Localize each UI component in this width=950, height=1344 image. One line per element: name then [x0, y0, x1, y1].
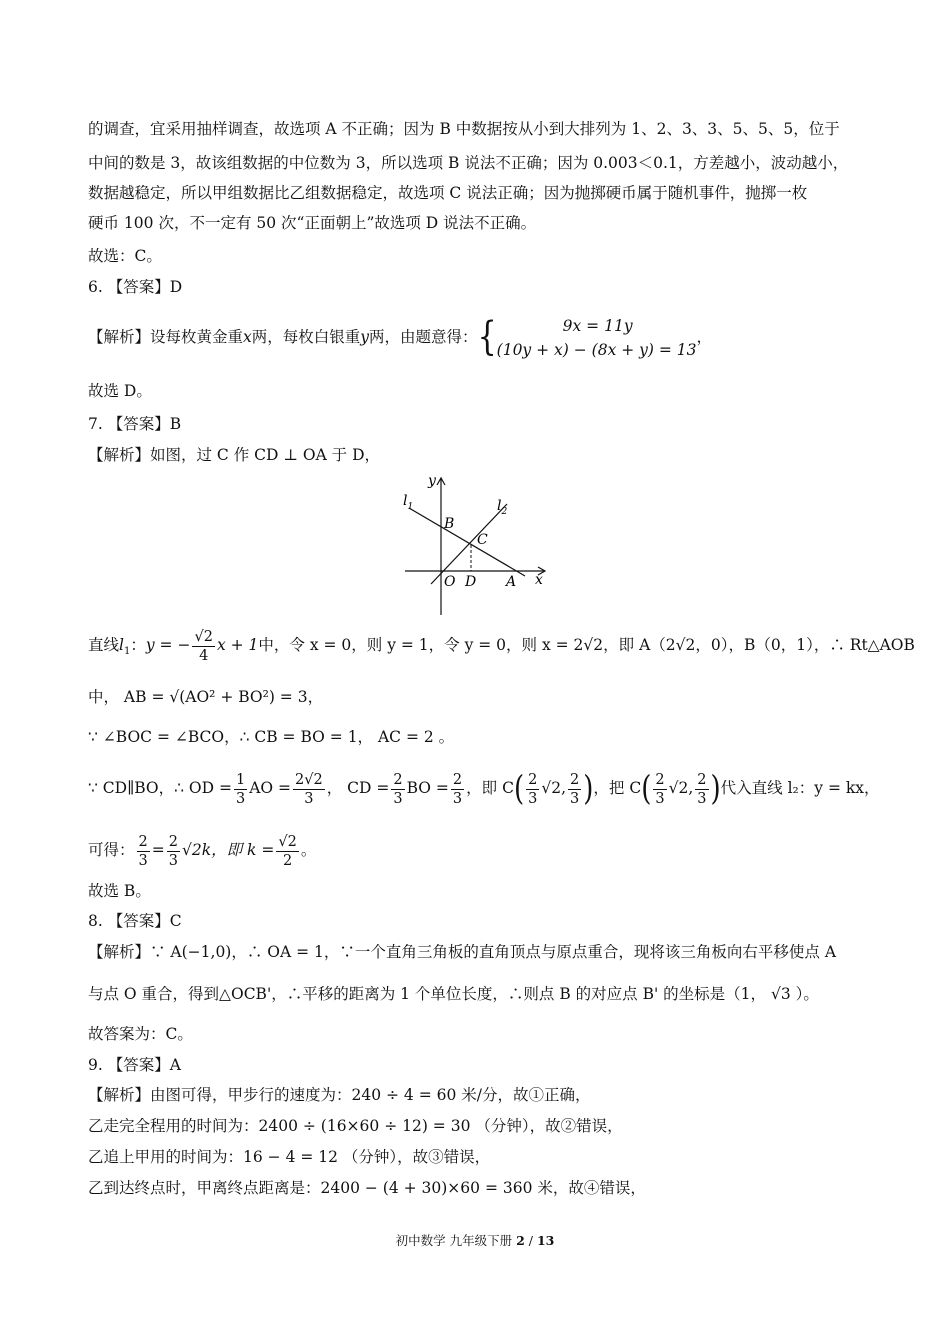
q7-r1-eq-right: x + 1: [216, 636, 259, 654]
q7-r4-frac-3: [391, 771, 404, 808]
q5-line-2: 中间的数是 3，故该组数据的中位数为 3，所以选项 B 说法不正确；因为 0.003＜0.1，方差越小，波动越小，: [88, 154, 849, 172]
q7-r4-frac-7: [653, 771, 666, 808]
q7-r4-f2d: 3: [304, 790, 314, 807]
q6-system-brace: {: [477, 314, 497, 361]
q5-line-1: 的调查，宜采用抽样调查，故选项 A 不正确；因为 B 中数据按从小到大排列为 1、2、3、3、5、5、5，位于: [88, 120, 840, 138]
label-l2: $l_2$: [497, 498, 508, 517]
q7-r5-f2n: 2: [168, 833, 178, 850]
label-b: B: [444, 516, 455, 532]
q7-r4-f: √2,: [541, 779, 567, 797]
q6-analysis-prefix: 【解析】设每枚黄金重: [88, 328, 244, 346]
q7-figure: [395, 470, 555, 620]
q7-r4-f2n: 2√2: [295, 771, 323, 788]
line-l1: [409, 508, 525, 576]
q6-equation-2: (10y + x) − (8x + y) = 13: [496, 341, 697, 359]
q6-equation-system: [497, 314, 697, 362]
q7-r5-f3d: 2: [282, 852, 293, 869]
label-x: x: [535, 572, 543, 588]
footer-separator: /: [524, 1233, 537, 1248]
q7-analysis: 【解析】如图，过 C 作 CD ⊥ OA 于 D，: [88, 446, 381, 464]
q7-r4-f4n: 2: [452, 771, 463, 788]
q6-var-y: y: [360, 328, 370, 346]
q7-r4-e: ，即 C: [466, 779, 514, 797]
q7-r5-c: √2k，即 k =: [181, 841, 275, 859]
q7-r4-frac-5: [526, 771, 539, 808]
q7-r4-c: ， CD =: [326, 779, 390, 797]
q7-r5-f3n: √2: [278, 833, 297, 850]
q7-r4-f1d: 3: [235, 790, 246, 807]
q7-r1-eq-left: y = −: [145, 636, 191, 654]
label-o: O: [444, 574, 456, 590]
q7-r5-f2d: 3: [168, 852, 178, 869]
q7-r4-f4d: 3: [452, 790, 463, 807]
q7-r4-g: ，把 C: [593, 779, 642, 797]
label-y: y: [428, 473, 436, 489]
q7-r5-f1n: 2: [138, 833, 148, 850]
q7-r4-f7d: 3: [655, 790, 665, 807]
label-a: A: [506, 574, 517, 590]
q8-line-2: 与点 O 重合，得到△OCB'，∴平移的距离为 1 个单位长度，∴则点 B 的对应点 B' 的坐标是（1， √3 ）。: [88, 985, 819, 1003]
q7-r1-a: 直线: [88, 636, 120, 654]
q7-r4-f3n: 2: [393, 771, 403, 788]
q7-r4-frac-6: [568, 771, 581, 808]
q7-r4-f7n: 2: [655, 771, 665, 788]
q5-line-4: 硬币 100 次，不一定有 50 次“正面朝上”故选项 D 说法不正确。: [88, 214, 537, 232]
q7-r1-l: l: [119, 636, 124, 654]
q7-r4-a: ∵ CD∥BO，∴ OD =: [88, 779, 232, 797]
q6-conclusion: 故选 D。: [88, 382, 152, 400]
q7-r5-f1d: 3: [138, 852, 148, 869]
q6-analysis: [88, 314, 878, 362]
q8-line-1: 【解析】∵ A(−1,0)，∴ OA = 1，∵一个直角三角板的直角顶点与原点重合，现将该三角板向右平移使点 A: [88, 943, 837, 961]
footer-text: 初中数学 九年级下册: [395, 1233, 517, 1248]
q7-r1-frac-den: 4: [199, 647, 209, 664]
q9-answer: 9. 【答案】A: [88, 1056, 181, 1074]
q7-r4-paren-open-1: (: [513, 769, 525, 809]
q7-r4-f8n: 2: [697, 771, 707, 788]
q7-r4-paren-open-2: (: [641, 769, 652, 809]
q6-answer: 6. 【答案】D: [88, 278, 183, 296]
q7-r4-f1n: 1: [235, 771, 246, 788]
q7-r5-frac-3: [276, 833, 298, 870]
q7-conclusion: 故选 B。: [88, 882, 151, 900]
q7-r4-paren-close-1: ): [583, 769, 594, 809]
q7-r5-d: 。: [300, 841, 317, 859]
q7-r5-a: 可得：: [88, 841, 135, 859]
q6-equation-1: 9x = 11y: [562, 317, 633, 335]
q7-r5-frac-2: [167, 833, 180, 870]
q7-r4-frac-1: [234, 771, 247, 808]
q7-r4-f6n: 2: [570, 771, 580, 788]
q7-r5-b: =: [151, 841, 165, 859]
q7-r1-l-sub: 1: [123, 646, 131, 658]
q9-line-3: 乙追上甲用的时间为：16 − 4 = 12 （分钟），故③错误，: [88, 1148, 491, 1166]
line-l2: [431, 504, 507, 584]
q7-r1-frac-num: √2: [194, 628, 213, 645]
q7-r4-frac-4: [451, 771, 464, 808]
q9-line-4: 乙到达终点时，甲离终点距离是：2400 − (4 + 30)×60 = 360 米，故④错误，: [88, 1179, 646, 1197]
q6-mid2: 两，由题意得：: [369, 328, 478, 346]
q7-r4-paren-close-2: ): [710, 769, 721, 809]
q7-r4-b: AO =: [249, 779, 292, 797]
q7-row-2: 中， AB = √(AO² + BO²) = 3，: [88, 688, 324, 706]
q7-row-3: ∵ ∠BOC = ∠BCO，∴ CB = BO = 1， AC = 2 。: [88, 728, 455, 746]
q7-r4-f5d: 3: [528, 790, 538, 807]
q6-tail: ，: [696, 328, 713, 346]
q7-r4-h: √2,: [668, 779, 694, 797]
q7-r4-frac-2: [293, 771, 325, 808]
q7-row-5: [88, 830, 878, 870]
q8-answer: 8. 【答案】C: [88, 912, 182, 930]
q7-r4-f5n: 2: [528, 771, 538, 788]
q7-r4-d: BO =: [406, 779, 449, 797]
q7-r1-b: ：: [130, 636, 146, 654]
q7-row-1: [88, 626, 915, 671]
q7-r4-i: 代入直线 l₂：y = kx，: [720, 779, 880, 797]
q5-conclusion: 故选：C。: [88, 247, 162, 265]
q7-r4-f8d: 3: [697, 790, 707, 807]
q6-var-x: x: [243, 328, 252, 346]
q7-r4-f6d: 3: [570, 790, 580, 807]
q6-mid1: 两，每枚白银重: [251, 328, 361, 346]
q7-row-4: [88, 766, 878, 810]
q7-r4-f3d: 3: [393, 790, 403, 807]
q7-answer: 7. 【答案】B: [88, 415, 182, 433]
q9-line-2: 乙走完全程用的时间为：2400 ÷ (16×60 ÷ 12) = 30 （分钟），故②错误，: [88, 1117, 623, 1135]
label-l1: $l_1$: [403, 493, 414, 512]
q8-conclusion: 故答案为：C。: [88, 1025, 193, 1043]
page-footer: [0, 1231, 950, 1249]
label-c: C: [477, 532, 488, 548]
q7-r4-frac-8: [695, 771, 708, 808]
q7-r1-frac: [192, 628, 214, 665]
footer-page-total: 13: [536, 1233, 555, 1248]
q9-line-1: 【解析】由图可得，甲步行的速度为：240 ÷ 4 = 60 米/分，故①正确，: [88, 1086, 591, 1104]
footer-page-number: 2: [516, 1233, 525, 1248]
q5-line-3: 数据越稳定，所以甲组数据比乙组数据稳定，故选项 C 说法正确；因为抛掷硬币属于随机事件，抛掷一枚: [88, 184, 808, 202]
q7-r5-frac-1: [137, 833, 150, 870]
label-d: D: [465, 574, 477, 590]
q7-r1-c: 中，令 x = 0，则 y = 1，令 y = 0，则 x = 2√2，即 A（2√2，0），B（0，1），∴ Rt△AOB: [258, 636, 915, 654]
